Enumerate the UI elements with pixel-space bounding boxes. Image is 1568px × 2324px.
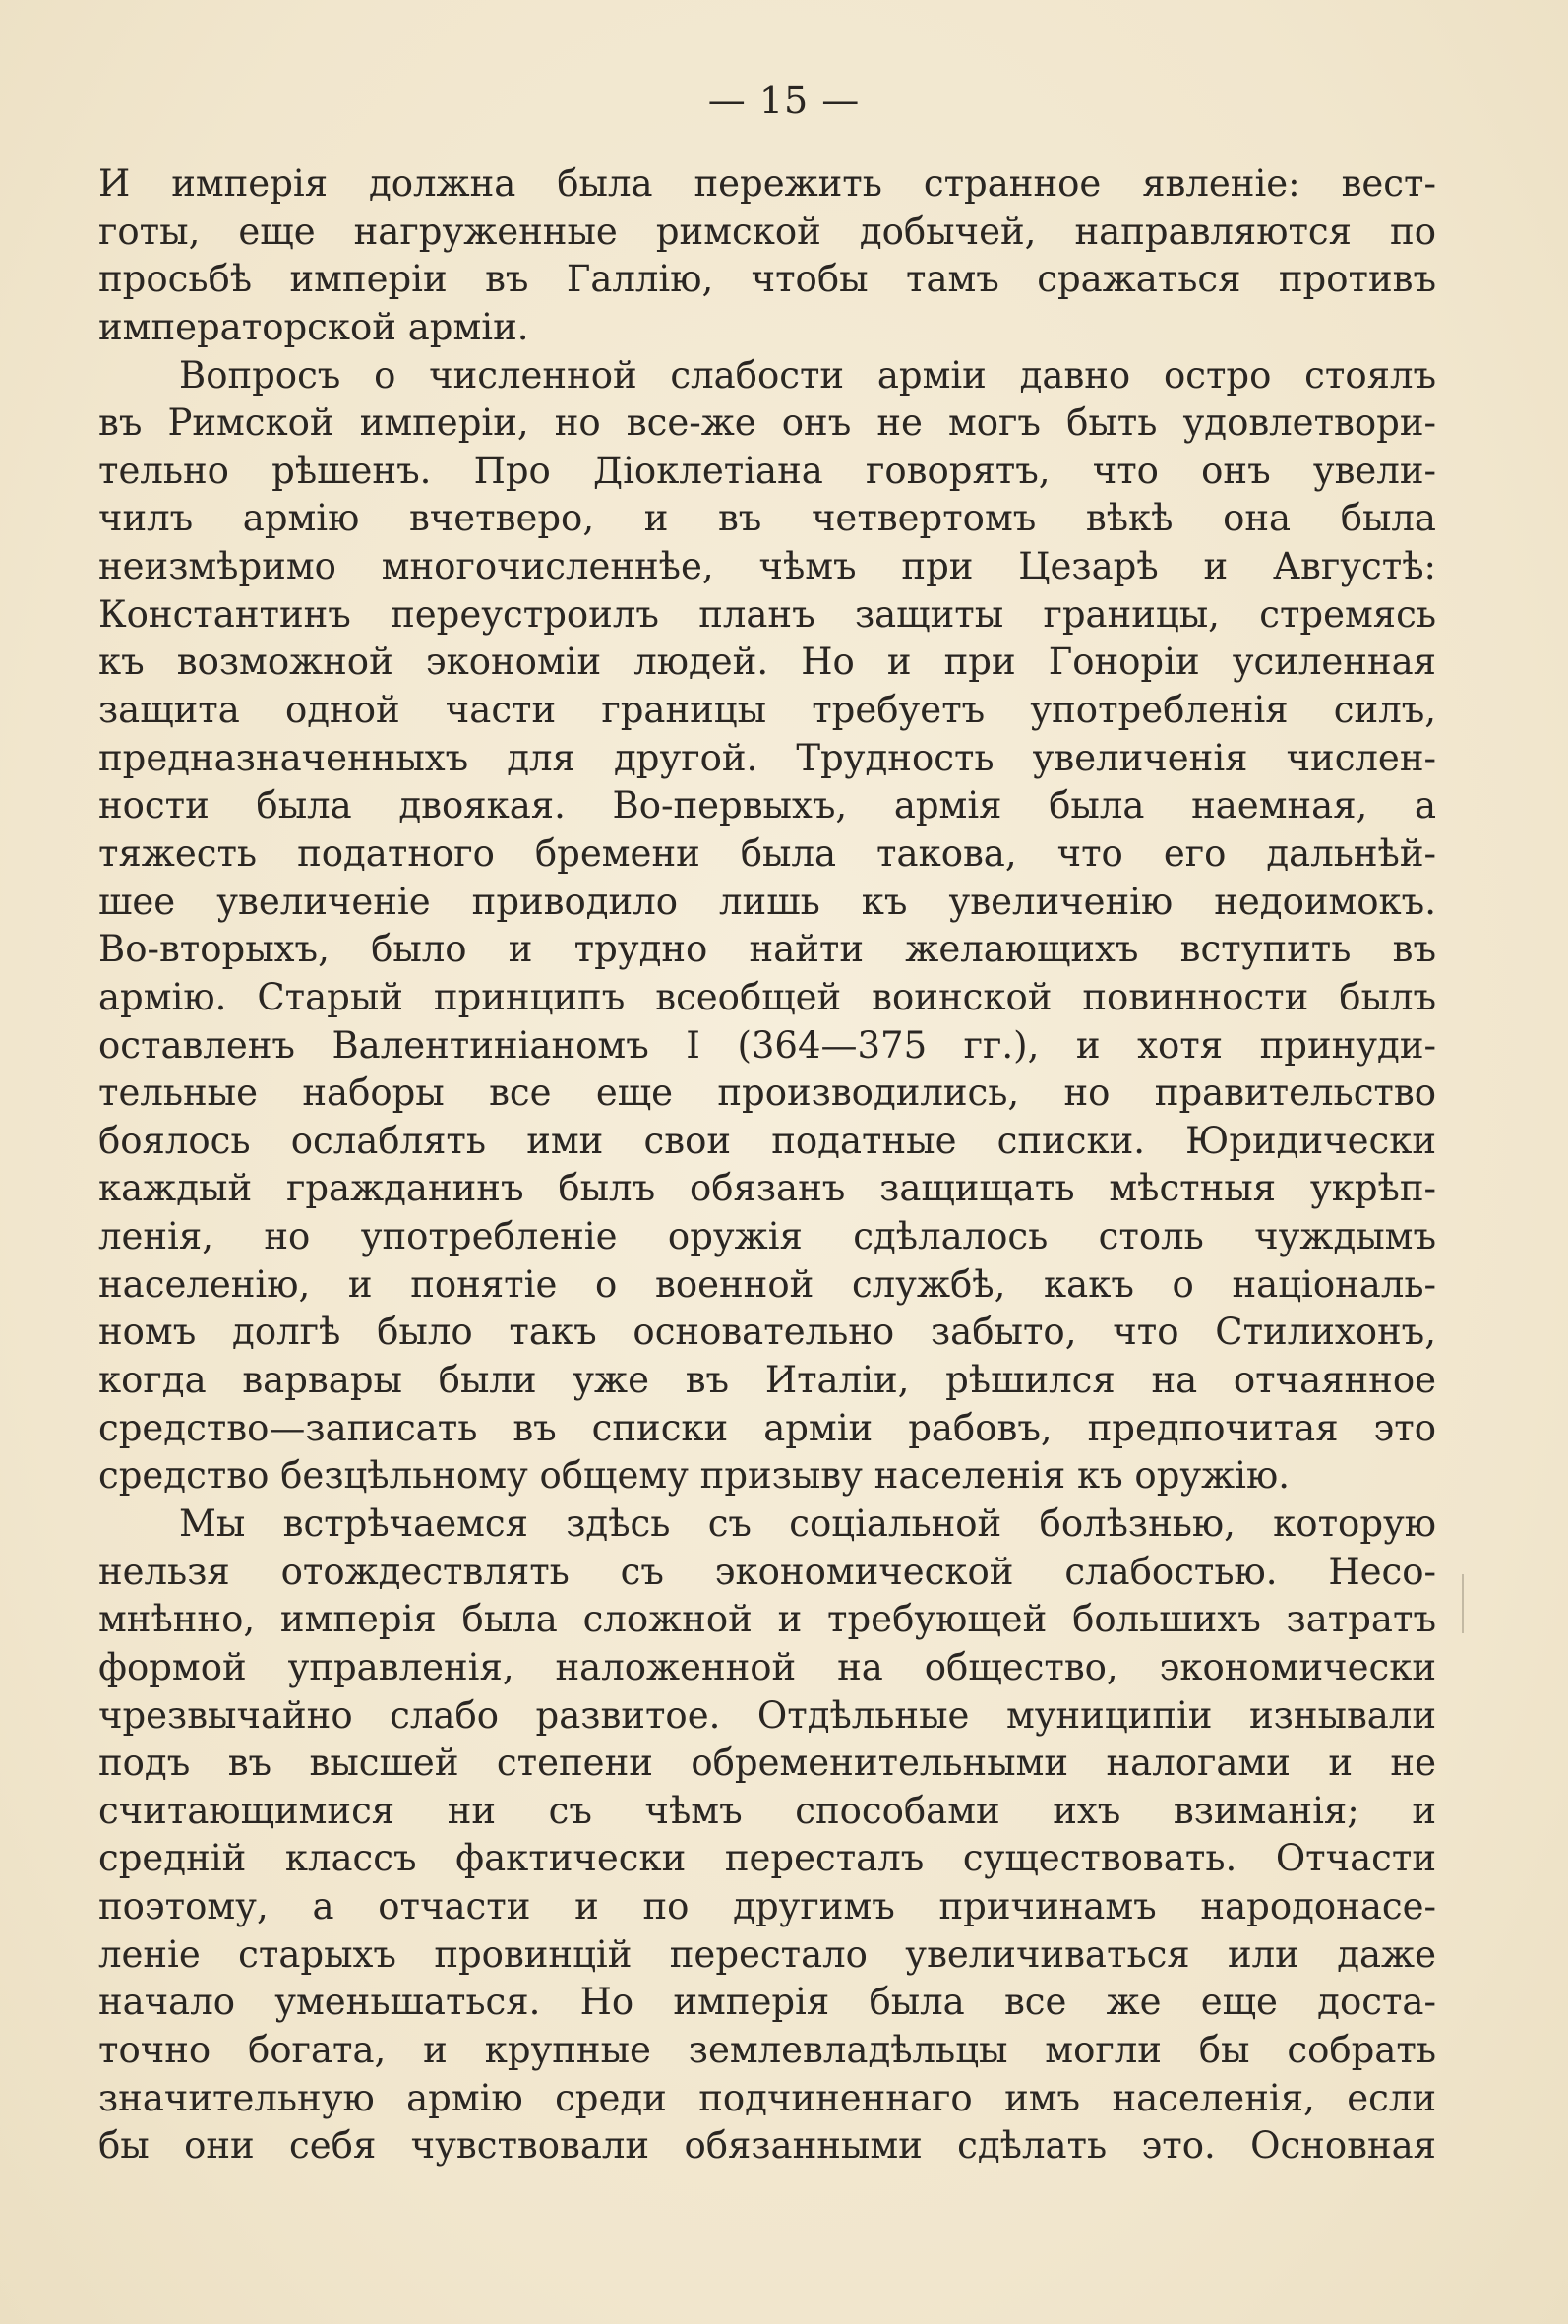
text-line: готы, еще нагруженные римской добычей, направляются по <box>98 210 1436 253</box>
text-line: оставленъ Валентиніаномъ I (364—375 гг.), и хотя принуди- <box>98 1023 1436 1067</box>
text-line: императорской арміи. <box>98 305 529 348</box>
text-line: средство безцѣльному общему призыву населенія къ оружію. <box>98 1454 1290 1498</box>
text-line: предназначенныхъ для другой. Трудность увеличенія числен- <box>98 736 1436 779</box>
text-line: значительную армію среди подчиненнаго имъ населенія, если <box>98 2076 1436 2119</box>
text-line: начало уменьшаться. Но имперія была все же еще доста- <box>98 1981 1436 2024</box>
text-line: Константинъ переустроилъ планъ защиты границы, стремясь <box>98 592 1436 636</box>
text-line: защита одной части границы требуетъ употребленія силъ, <box>98 689 1436 732</box>
text-line: точно богата, и крупные землевладѣльцы могли бы собрать <box>98 2028 1436 2071</box>
text-line: Вопросъ о численной слабости арміи давно остро стоялъ <box>179 353 1436 397</box>
text-line: Во-вторыхъ, было и трудно найти желающихъ вступить въ <box>98 928 1436 971</box>
text-line: просьбѣ имперіи въ Галлію, чтобы тамъ сражаться противъ <box>98 258 1436 301</box>
text-line: тяжесть податного бремени была такова, что его дальнѣй- <box>98 831 1436 875</box>
text-line: когда варвары были уже въ Италіи, рѣшился на отчаянное <box>98 1359 1436 1402</box>
body-text <box>98 160 1436 2171</box>
text-line: нельзя отождествлять съ экономической слабостью. Несо- <box>98 1550 1436 1593</box>
text-line: въ Римской имперіи, но все-же онъ не могъ быть удовлетвори- <box>98 401 1436 445</box>
text-line: ности была двоякая. Во-первыхъ, армія была наемная, а <box>98 784 1436 827</box>
text-line: чрезвычайно слабо развитое. Отдѣльные муниципіи изнывали <box>98 1693 1436 1737</box>
text-line: населенію, и понятіе о военной службѣ, какъ о національ- <box>98 1262 1436 1306</box>
text-line: Мы встрѣчаемся здѣсь съ соціальной болѣзнью, которую <box>179 1501 1436 1545</box>
paragraph <box>98 160 1436 352</box>
page-edge-mark <box>1462 1574 1470 1633</box>
text-line: боялось ослаблять ими свои податные списки. Юридически <box>98 1119 1436 1162</box>
text-line: формой управленія, наложенной на общество, экономически <box>98 1645 1436 1688</box>
text-line: бы они себя чувствовали обязанными сдѣлать это. Основная <box>98 2124 1436 2168</box>
text-line: тельные наборы все еще производились, но правительство <box>98 1071 1436 1115</box>
text-line: средній классъ фактически пересталъ существовать. Отчасти <box>98 1837 1436 1880</box>
text-line: считающимися ни съ чѣмъ способами ихъ взиманія; и <box>98 1789 1436 1832</box>
paragraph <box>98 1500 1436 2171</box>
text-line: каждый гражданинъ былъ обязанъ защищать мѣстныя укрѣп- <box>98 1167 1436 1210</box>
text-line: тельно рѣшенъ. Про Діоклетіана говорятъ, что онъ увели- <box>98 449 1436 492</box>
text-line: И имперія должна была пережить странное явленіе: вест- <box>98 162 1436 205</box>
text-line: армію. Старый принципъ всеобщей воинской повинности былъ <box>98 975 1436 1018</box>
text-line: поэтому, а отчасти и по другимъ причинамъ народонасе- <box>98 1885 1436 1928</box>
page-number: — 15 — <box>707 79 861 122</box>
text-line: леніе старыхъ провинцій перестало увеличиваться или даже <box>98 1932 1436 1976</box>
text-line: подъ въ высшей степени обременительными налогами и не <box>98 1742 1436 1785</box>
text-line: неизмѣримо многочисленнѣе, чѣмъ при Цезарѣ и Августѣ: <box>98 545 1436 588</box>
text-line: чилъ армію вчетверо, и въ четвертомъ вѣкѣ она была <box>98 497 1436 540</box>
text-line: къ возможной экономіи людей. Но и при Гоноріи усиленная <box>98 641 1436 684</box>
paragraph <box>98 352 1436 1500</box>
text-line: номъ долгѣ было такъ основательно забыто, что Стилихонъ, <box>98 1311 1436 1354</box>
text-line: средство—записать въ списки арміи рабовъ, предпочитая это <box>98 1406 1436 1449</box>
text-line: ленія, но употребленіе оружія сдѣлалось столь чуждымъ <box>98 1215 1436 1258</box>
text-line: шее увеличеніе приводило лишь къ увеличенію недоимокъ. <box>98 880 1436 923</box>
text-line: мнѣнно, имперія была сложной и требующей большихъ затратъ <box>98 1598 1436 1641</box>
